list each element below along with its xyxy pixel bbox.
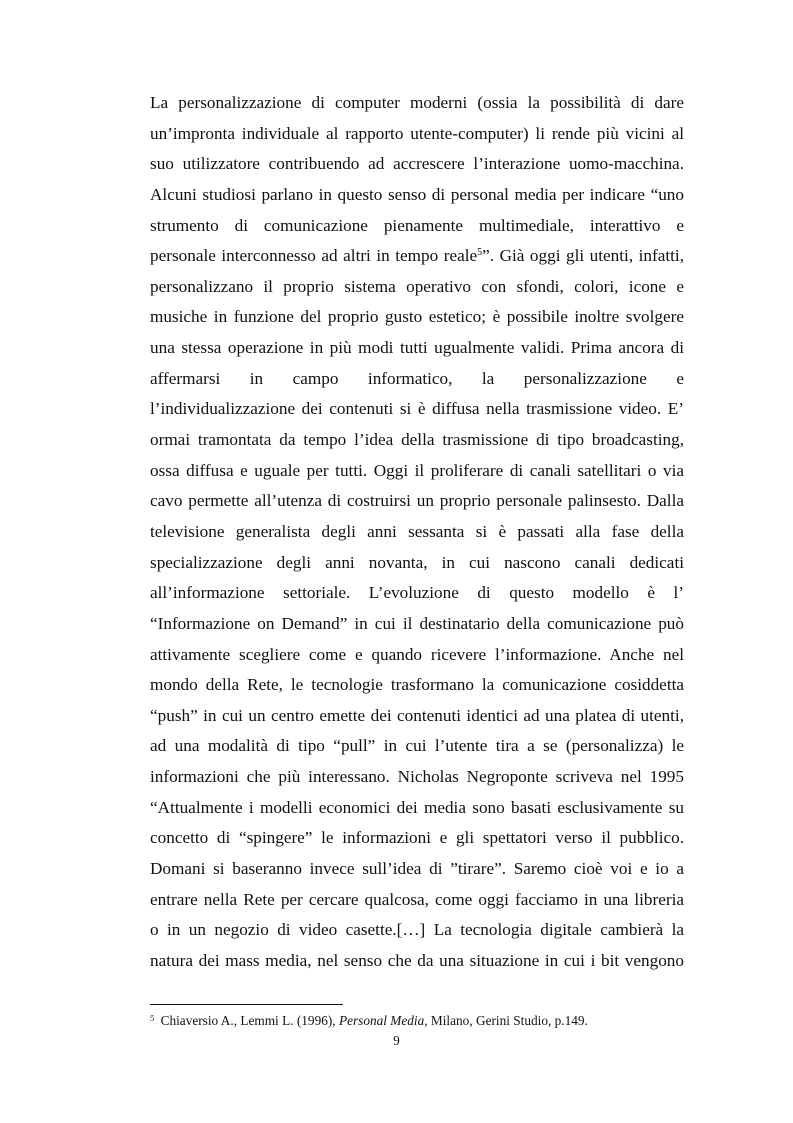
body-paragraph — [150, 88, 684, 977]
footnote — [150, 1012, 684, 1030]
text-segment: personale interconnesso ad altri in tempo reale — [150, 246, 478, 266]
text-line: ossa diffusa e uguale per tutti. Oggi il proliferare di canali satellitari o via — [150, 460, 684, 480]
text-line: una stessa operazione in più modi tutti ugualmente validi. Prima ancora di — [150, 338, 684, 358]
page-number: 9 — [393, 1033, 400, 1048]
text-line: “Informazione on Demand” in cui il destinatario della comunicazione può — [150, 613, 684, 633]
text-line: mondo della Rete, le tecnologie trasformano la comunicazione cosiddetta — [150, 675, 684, 695]
text-line: attivamente scegliere come e quando ricevere l’informazione. Anche nel — [150, 644, 684, 664]
text-line: musiche in funzione del proprio gusto estetico; è possibile inoltre svolgere — [150, 307, 684, 327]
text-line: “Attualmente i modelli economici dei media sono basati esclusivamente su — [150, 797, 684, 817]
text-line: Domani si baseranno invece sull’idea di ”tirare”. Saremo cioè voi e io a — [150, 859, 684, 879]
footnote-marker: 5 — [150, 1013, 155, 1023]
footnote-title: Personal Media — [338, 1013, 425, 1028]
text-line: concetto di “spingere” le informazioni e gli spettatori verso il pubblico. — [150, 828, 684, 848]
text-line: Alcuni studiosi parlano in questo senso di personal media per indicare “uno — [150, 184, 684, 204]
text-line: personalizzano il proprio sistema operativo con sfondi, colori, icone e — [150, 276, 684, 296]
text-line: televisione generalista degli anni sessanta si è passati alla fase della — [150, 521, 684, 541]
footnote-separator — [150, 1004, 343, 1005]
text-line: ormai tramontata da tempo l’idea della trasmissione di tipo broadcasting, — [150, 430, 684, 450]
text-line: strumento di comunicazione pienamente multimediale, interattivo e — [150, 215, 684, 235]
footnote-text: , Milano, Gerini Studio, p.149. — [424, 1013, 588, 1028]
text-line: o in un negozio di video casette.[…] La tecnologia digitale cambierà la — [150, 920, 684, 940]
footnote-reference[interactable]: 5 — [477, 247, 483, 259]
text-line: all’informazione settoriale. L’evoluzione di questo modello è l’ — [150, 583, 684, 603]
text-segment: ”. Già oggi gli utenti, infatti, — [482, 246, 684, 266]
text-line: “push” in cui un centro emette dei contenuti identici ad una platea di utenti, — [150, 705, 684, 725]
footnote-text: Chiaversio A., Lemmi L. (1996), — [157, 1013, 339, 1028]
text-line: La personalizzazione di computer moderni (ossia la possibilità di dare — [150, 93, 684, 112]
text-line: natura dei mass media, nel senso che da una situazione in cui i bit vengono — [150, 950, 684, 970]
text-line: l’individualizzazione dei contenuti si è diffusa nella trasmissione video. E’ — [150, 399, 684, 419]
text-line: un’impronta individuale al rapporto utente-computer) li rende più vicini al — [150, 123, 684, 143]
text-line: informazioni che più interessano. Nicholas Negroponte scriveva nel 1995 — [150, 767, 684, 787]
text-line: ad una modalità di tipo “pull” in cui l’utente tira a se (personalizza) le — [150, 736, 684, 756]
text-line: affermarsi in campo informatico, la personalizzazione e — [150, 368, 684, 388]
text-line: entrare nella Rete per cercare qualcosa, come oggi facciamo in una libreria — [150, 889, 684, 909]
text-line: specializzazione degli anni novanta, in cui nascono canali dedicati — [150, 552, 684, 572]
text-line-with-footnote — [150, 241, 684, 272]
text-line: cavo permette all’utenza di costruirsi un proprio personale palinsesto. Dalla — [150, 491, 684, 511]
text-line: suo utilizzatore contribuendo ad accrescere l’interazione uomo-macchina. — [150, 154, 684, 174]
